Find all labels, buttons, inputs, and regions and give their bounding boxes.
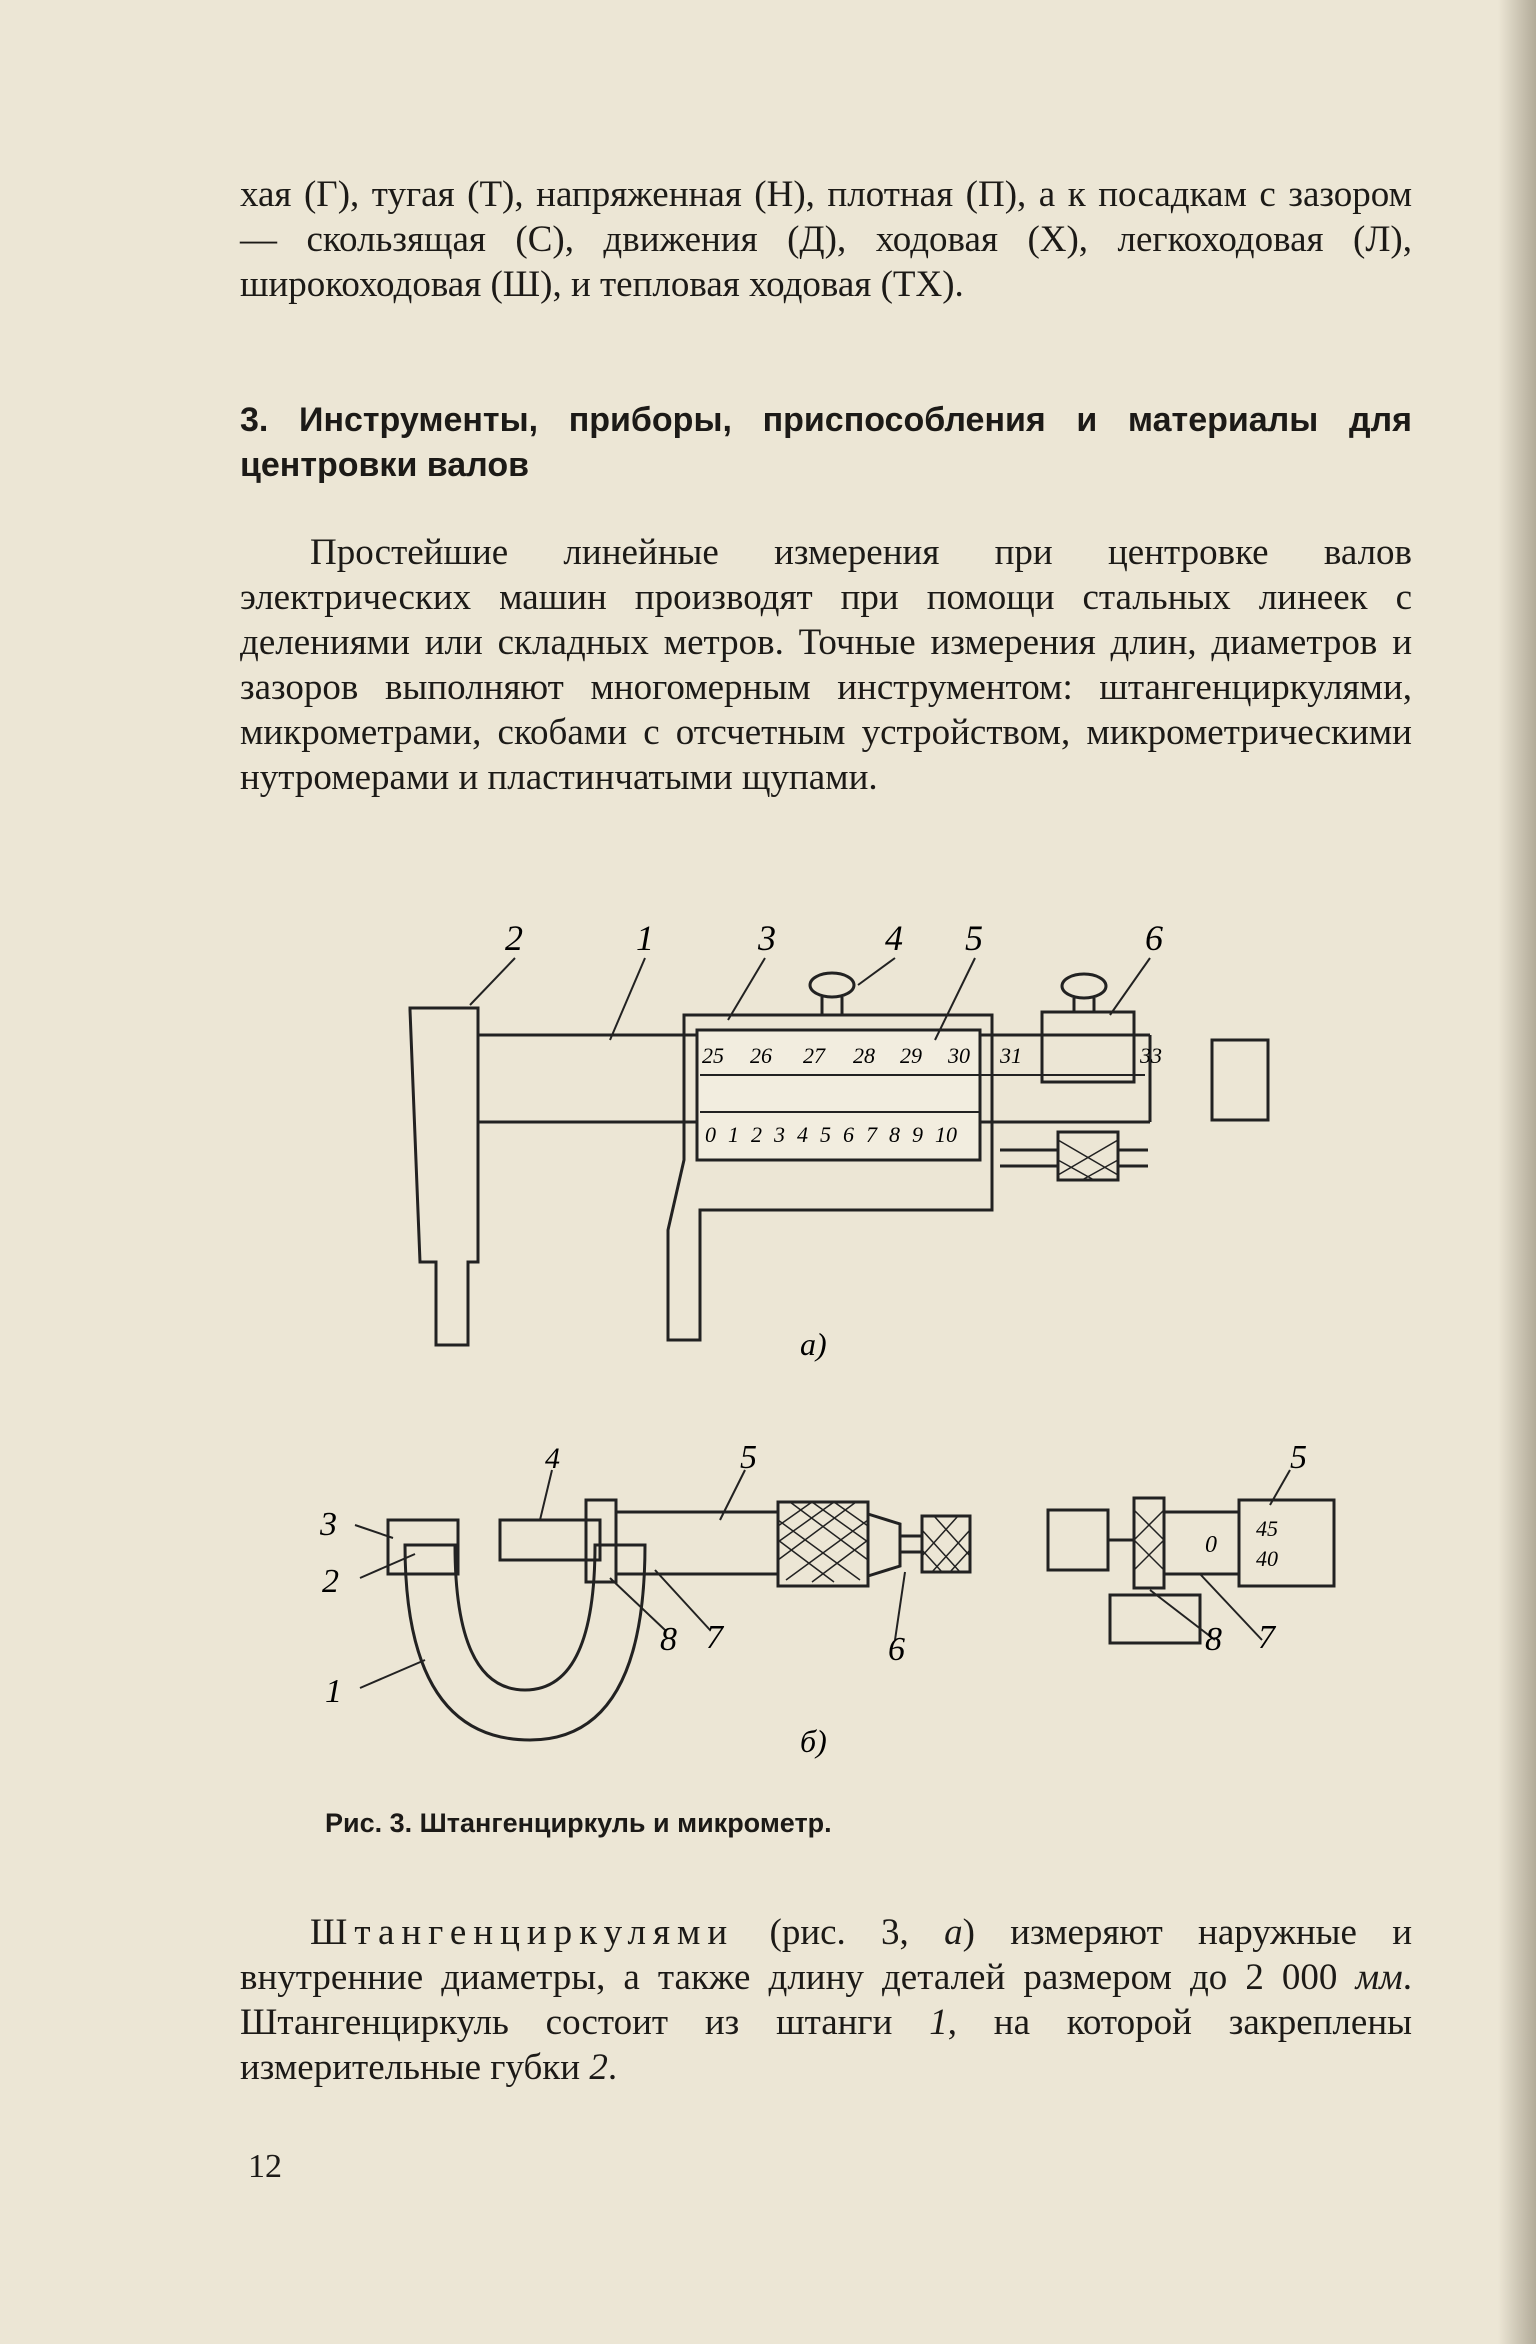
caliper-label-jaw: 2	[505, 918, 523, 958]
bottom-paragraph-block	[240, 1910, 1412, 2090]
bottom-paragraph-part3: . Штангенциркуль состоит из штанги	[240, 1957, 1412, 2043]
main-scale-30: 30	[948, 1043, 970, 1068]
figure-b-label: б)	[800, 1723, 827, 1759]
unit-mm: мм	[1355, 1957, 1403, 1998]
detail-sleeve-0: 0	[1205, 1532, 1217, 1558]
vernier-5: 5	[820, 1122, 831, 1147]
figure-letter: а	[944, 1912, 963, 1953]
micrometer-label-6: 6	[888, 1631, 905, 1668]
micro-feed-nut	[1058, 1132, 1118, 1180]
detail-thimble-40: 40	[1256, 1546, 1278, 1571]
main-scale-33: 33	[1140, 1043, 1162, 1068]
vernier-10: 10	[935, 1122, 957, 1147]
bottom-paragraph	[240, 1910, 1412, 2090]
detail-label-7: 7	[1258, 1619, 1275, 1656]
micrometer-sleeve	[616, 1512, 778, 1574]
caliper-rear-bar	[1212, 1040, 1268, 1120]
vernier-3: 3	[774, 1122, 785, 1147]
bottom-paragraph-part5: .	[607, 2047, 618, 2088]
detail-lock	[1134, 1498, 1164, 1588]
micrometer-anvil	[388, 1520, 458, 1574]
micrometer-label-1: 1	[325, 1673, 342, 1710]
main-scale-29: 29	[900, 1043, 922, 1068]
reference-2: 2	[589, 2047, 608, 2088]
vernier-4: 4	[797, 1122, 808, 1147]
micrometer-label-7: 7	[706, 1619, 723, 1656]
bottom-paragraph-part4: , на которой закреплены измерительные губки	[240, 2002, 1412, 2088]
micrometer-label-4: 4	[545, 1442, 560, 1475]
bottom-paragraph-part1: (рис. 3,	[734, 1912, 945, 1953]
detail-thimble	[1239, 1500, 1334, 1586]
main-scale-31: 31	[1000, 1043, 1022, 1068]
micro-feed-clamp	[1042, 1012, 1134, 1082]
caliper-drawing	[410, 973, 1268, 1345]
caliper-label-beam: 1	[636, 918, 654, 958]
vernier-1: 1	[728, 1122, 739, 1147]
caliper-label-clamp: 4	[885, 918, 903, 958]
detail-spindle	[1048, 1510, 1108, 1570]
detail-thimble-45: 45	[1256, 1516, 1278, 1541]
caliper-label-frame: 3	[758, 918, 776, 958]
main-scale-27: 27	[803, 1043, 825, 1068]
vernier-0: 0	[705, 1122, 716, 1147]
main-scale-26: 26	[750, 1043, 772, 1068]
vernier-2: 2	[751, 1122, 762, 1147]
term-shtangentsirkul: Штангенциркулями	[310, 1912, 735, 1953]
vernier-7: 7	[866, 1122, 877, 1147]
micrometer-thimble-taper	[868, 1514, 900, 1576]
top-paragraph: хая (Г), тугая (Т), напряженная (Н), плотная (П), а к посадкам с зазором — скользящая (С), движения (Д), ходовая (Х), легкоходовая (Л), широкоходовая (Ш), и тепловая ходовая (ТХ).	[240, 174, 1412, 305]
figure-caption: Рис. 3. Штангенциркуль и микрометр.	[325, 1808, 832, 1838]
detail-sleeve	[1164, 1512, 1239, 1574]
micrometer-label-3: 3	[320, 1506, 337, 1543]
reference-1: 1	[929, 2002, 948, 2043]
micrometer-ratchet	[922, 1516, 970, 1572]
micro-feed-screw-head	[1062, 974, 1106, 998]
intro-paragraph: Простейшие линейные измерения при центровке валов электрических машин производят при помощи стальных линеек с делениями или складных метров. Точные измерения длин, диаметров и зазоров выполняют многомерным инструментом: штангенциркулями, микрометрами, скобами с отсчетным устройством, микрометрическими нутромерами и пластинчатыми щупами.	[240, 532, 1412, 798]
main-scale-28: 28	[853, 1043, 875, 1068]
page-number: 12	[248, 2148, 282, 2185]
vernier-8: 8	[889, 1122, 900, 1147]
caliper-fixed-jaw	[410, 1008, 478, 1345]
vernier-6: 6	[843, 1122, 854, 1147]
figure-a-label: а)	[800, 1326, 827, 1362]
bottom-paragraph-part2: ) измеряют наружные и внутренние диаметры, а также длину деталей размером до 2 000	[240, 1912, 1413, 1998]
main-scale-25: 25	[702, 1043, 724, 1068]
micrometer-label-2: 2	[322, 1563, 339, 1600]
detail-label-5: 5	[1290, 1439, 1307, 1476]
caliper-label-micro-feed: 6	[1145, 918, 1163, 958]
section-heading: 3. Инструменты, приборы, приспособления и материалы для центровки валов	[240, 401, 1412, 484]
detail-label-8: 8	[1205, 1621, 1222, 1658]
vernier-9: 9	[912, 1122, 923, 1147]
clamp-screw-head	[810, 973, 854, 997]
caliper-label-vernier: 5	[965, 918, 983, 958]
micrometer-label-5: 5	[740, 1439, 757, 1476]
micrometer-label-8: 8	[660, 1621, 677, 1658]
micrometer-drawing	[388, 1498, 1334, 1740]
